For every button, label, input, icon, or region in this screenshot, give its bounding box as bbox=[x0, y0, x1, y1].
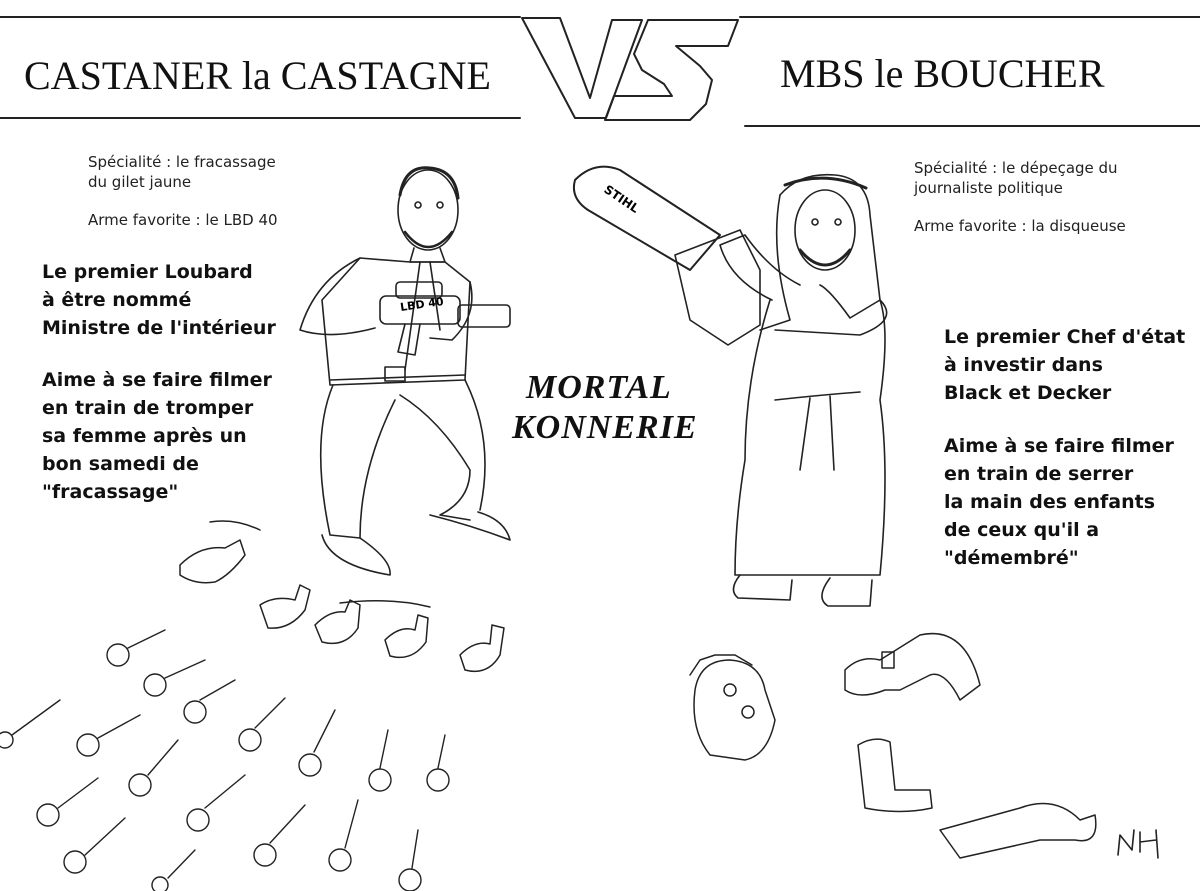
center-title-line-1: MORTAL bbox=[526, 369, 672, 406]
gun-label: LBD 40 bbox=[399, 295, 445, 314]
left-text2-line-3: sa femme après un bbox=[42, 425, 247, 447]
left-text-block-1 bbox=[42, 258, 276, 342]
left-speciality-line-2: du gilet jaune bbox=[88, 173, 192, 191]
right-text2-line-1: Aime à se faire filmer bbox=[944, 435, 1174, 457]
left-speciality-line-1: Spécialité : le fracassage bbox=[88, 153, 276, 171]
saw-label: STIHL bbox=[601, 182, 642, 216]
right-text2-line-4: de ceux qu'il a bbox=[944, 519, 1100, 541]
center-title bbox=[512, 368, 698, 448]
right-text-block-2 bbox=[944, 432, 1174, 572]
right-weapon: Arme favorite : la disqueuse bbox=[914, 217, 1126, 235]
right-title: MBS le BOUCHER bbox=[780, 51, 1105, 96]
left-text2-line-1: Aime à se faire filmer bbox=[42, 369, 272, 391]
left-text2-line-2: en train de tromper bbox=[42, 397, 254, 419]
left-text1-line-3: Ministre de l'intérieur bbox=[42, 317, 276, 339]
right-text1-line-1: Le premier Chef d'état bbox=[944, 326, 1186, 348]
body-parts-right bbox=[690, 634, 1096, 858]
right-speciality-line-2: journaliste politique bbox=[914, 179, 1063, 197]
right-text1-line-2: à investir dans bbox=[944, 354, 1103, 376]
center-title-line-2: KONNERIE bbox=[512, 409, 698, 446]
eyeballs-field bbox=[0, 630, 449, 891]
left-speciality bbox=[88, 152, 276, 192]
left-text-block-2 bbox=[42, 366, 272, 506]
right-speciality-line-1: Spécialité : le dépeçage du bbox=[914, 159, 1118, 177]
signature bbox=[1118, 828, 1120, 829]
signature-mark bbox=[1118, 830, 1158, 858]
left-text2-line-4: bon samedi de bbox=[42, 453, 199, 475]
right-speciality bbox=[914, 158, 1118, 198]
severed-hands-left bbox=[180, 521, 504, 671]
right-text2-line-3: la main des enfants bbox=[944, 491, 1156, 513]
vs-logo bbox=[522, 18, 738, 120]
left-text1-line-2: à être nommé bbox=[42, 289, 192, 311]
right-text1-line-3: Black et Decker bbox=[944, 382, 1112, 404]
right-text-block-1 bbox=[944, 323, 1185, 407]
left-weapon: Arme favorite : le LBD 40 bbox=[88, 211, 278, 229]
left-figure bbox=[300, 168, 510, 575]
right-text2-line-2: en train de serrer bbox=[944, 463, 1134, 485]
left-text1-line-1: Le premier Loubard bbox=[42, 261, 253, 283]
left-text2-line-5: "fracassage" bbox=[42, 481, 179, 503]
right-text2-line-5: "démembré" bbox=[944, 547, 1079, 569]
left-title: CASTANER la CASTAGNE bbox=[24, 53, 491, 98]
